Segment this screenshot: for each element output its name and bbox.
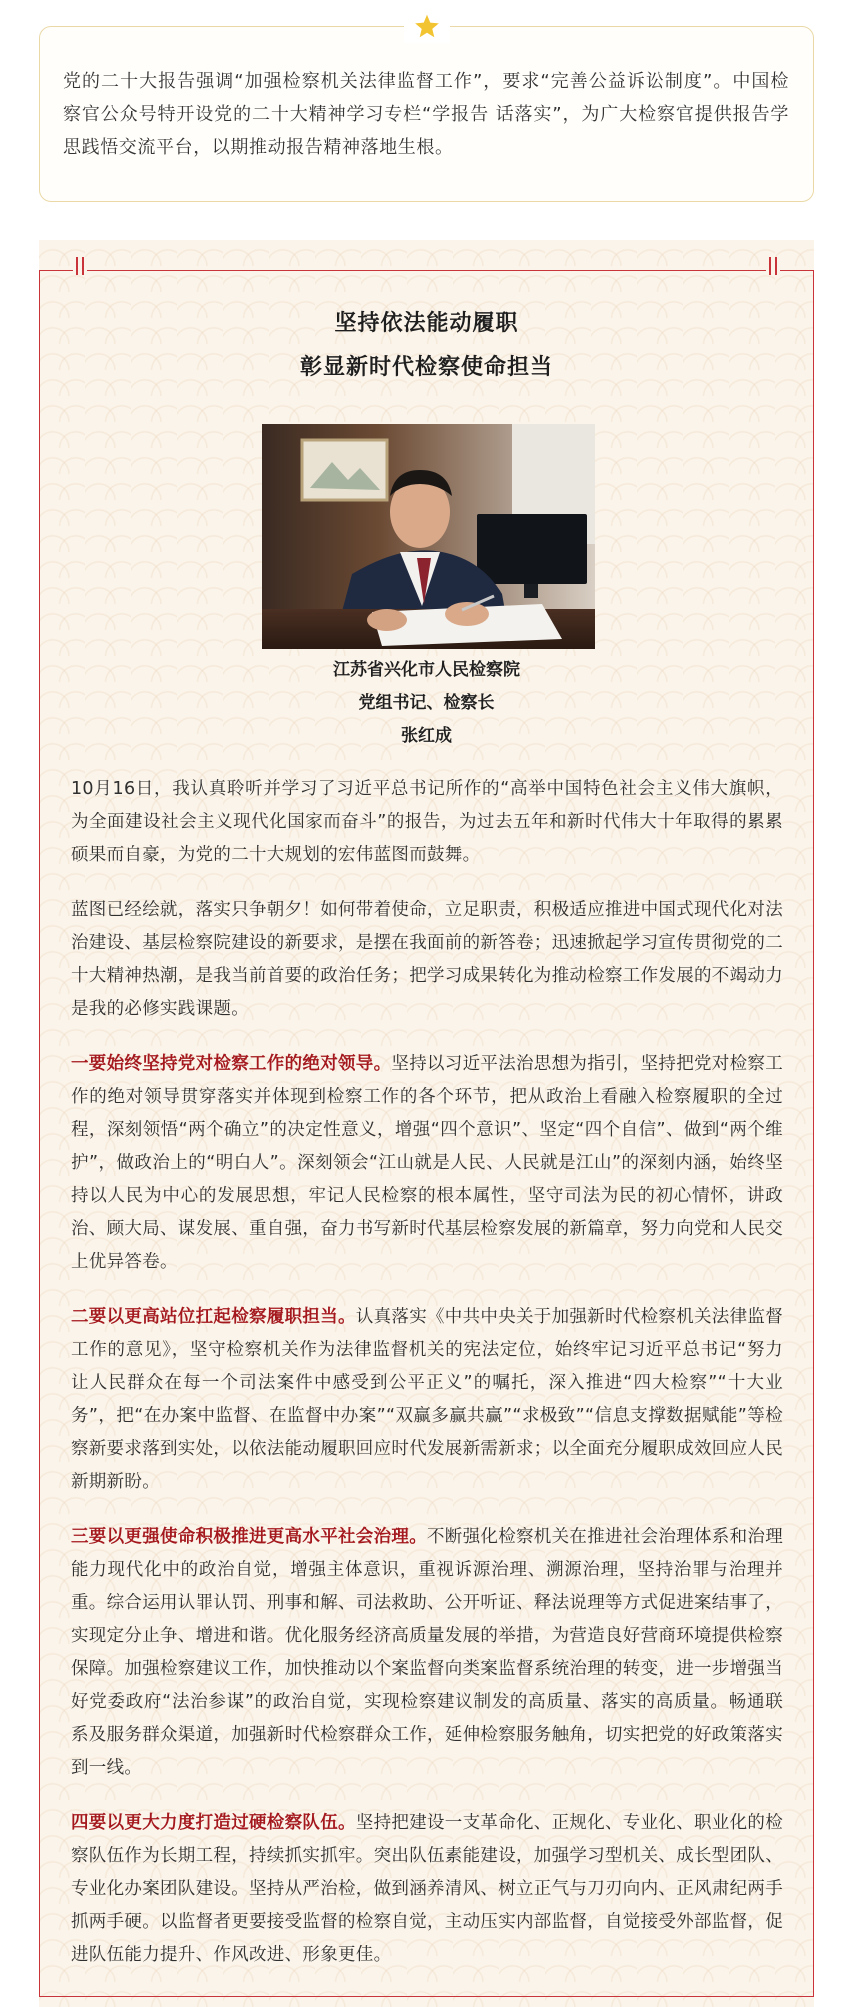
author-caption (39, 654, 814, 753)
paragraph-text: 坚持以习近平法治思想为指引，坚持把党对检察工作的绝对领导贯穿落实并体现到检察工作的各个环节，把从政治上看融入检察履职的全过程，深刻领悟“两个确立”的决定性意义，增强“四个意识”、坚定“四个自信”、做到“两个维护”，做政治上的“明白人”。深刻领会“江山就是人民、人民就是江山”的深刻内涵，始终坚持以人民为中心的发展思想，牢记人民检察的根本属性，坚守司法为民的初心情怀，讲政治、顾大局、谋发展、重自强，奋力书写新时代基层检察发展的新篇章，努力向党和人民交上优异答卷。 (71, 1054, 784, 1272)
paragraph-3 (71, 1048, 783, 1279)
paragraph-lead: 二要以更高站位扛起检察履职担当。 (71, 1307, 356, 1327)
article-body (71, 773, 783, 1994)
paragraph-5 (71, 1521, 783, 1785)
intro-text: 党的二十大报告强调“加强检察机关法律监督工作”，要求“完善公益诉讼制度”。中国检察官公众号特开设党的二十大精神学习专栏“学报告 话落实”，为广大检察官提供报告学思践悟交流平台，以期推动报告精神落地生根。 (63, 71, 789, 158)
paragraph-lead: 三要以更强使命积极推进更高水平社会治理。 (71, 1527, 427, 1547)
author-position: 党组书记、检察长 (358, 693, 495, 713)
author-photo (262, 424, 595, 649)
article-title (39, 302, 814, 390)
corner-ornament-right (766, 257, 780, 275)
paragraph-text: 蓝图已经绘就，落实只争朝夕！如何带着使命，立足职责，积极适应推进中国式现代化对法治建设、基层检察院建设的新要求，是摆在我面前的新答卷；迅速掀起学习宣传贯彻党的二十大精神热潮，是我当前首要的政治任务；把学习成果转化为推动检察工作发展的不竭动力是我的必修实践课题。 (71, 900, 783, 1019)
intro-box (39, 26, 814, 202)
paragraph-text: 坚持把建设一支革命化、正规化、专业化、职业化的检察队伍作为长期工程，持续抓实抓牢。突出队伍素能建设，加强学习型机关、成长型团队、专业化办案团队建设。坚持从严治检，做到涵养清风、树立正气与刀刃向内、正风肃纪两手抓两手硬。以监督者更要接受监督的检察自觉，主动压实内部监督，自觉接受外部监督，促进队伍能力提升、作风改进、形象更佳。 (71, 1813, 784, 1965)
article-panel (39, 240, 814, 2007)
paragraph-lead: 一要始终坚持党对检察工作的绝对领导。 (71, 1054, 392, 1074)
paragraph-6 (71, 1807, 783, 1972)
paragraph-text: 10月16日，我认真聆听并学习了习近平总书记所作的“高举中国特色社会主义伟大旗帜，为全面建设社会主义现代化国家而奋斗”的报告，为过去五年和新时代伟大十年取得的累累硕果而自豪，为党的二十大规划的宏伟蓝图而鼓舞。 (71, 779, 783, 865)
paragraph-1 (71, 773, 783, 872)
article-title-line1: 坚持依法能动履职 (334, 311, 519, 336)
paragraph-text: 认真落实《中共中央关于加强新时代检察机关法律监督工作的意见》，坚守检察机关作为法律监督机关的宪法定位，始终牢记习近平总书记“努力让人民群众在每一个司法案件中感受到公平正义”的嘱托，深入推进“四大检察”“十大业务”，把“在办案中监督、在监督中办案”“双赢多赢共赢”“求极致”“信息支撑数据赋能”等检察新要求落到实处，以依法能动履职回应时代发展新需新求；以全面充分履职成效回应人民新期新盼。 (71, 1307, 784, 1492)
article-title-line2: 彰显新时代检察使命担当 (299, 355, 553, 380)
paragraph-text: 不断强化检察机关在推进社会治理体系和治理能力现代化中的政治自觉，增强主体意识，重视诉源治理、溯源治理，坚持治罪与治理并重。综合运用认罪认罚、刑事和解、司法救助、公开听证、释法说理等方式促进案结事了，实现定分止争、增进和谐。优化服务经济高质量发展的举措，为营造良好营商环境提供检察保障。加强检察建议工作，加快推动以个案监督向类案监督系统治理的转变，进一步增强当好党委政府“法治参谋”的政治自觉，实现检察建议制发的高质量、落实的高质量。畅通联系及服务群众渠道，加强新时代检察群众工作，延伸检察服务触角，切实把党的好政策落实到一线。 (71, 1527, 783, 1778)
star-icon (404, 9, 450, 43)
paragraph-2 (71, 894, 783, 1026)
corner-ornament-left (73, 257, 87, 275)
author-name: 张红成 (401, 726, 452, 746)
author-unit: 江苏省兴化市人民检察院 (333, 660, 520, 680)
paragraph-4 (71, 1301, 783, 1499)
paragraph-lead: 四要以更大力度打造过硬检察队伍。 (71, 1813, 356, 1833)
